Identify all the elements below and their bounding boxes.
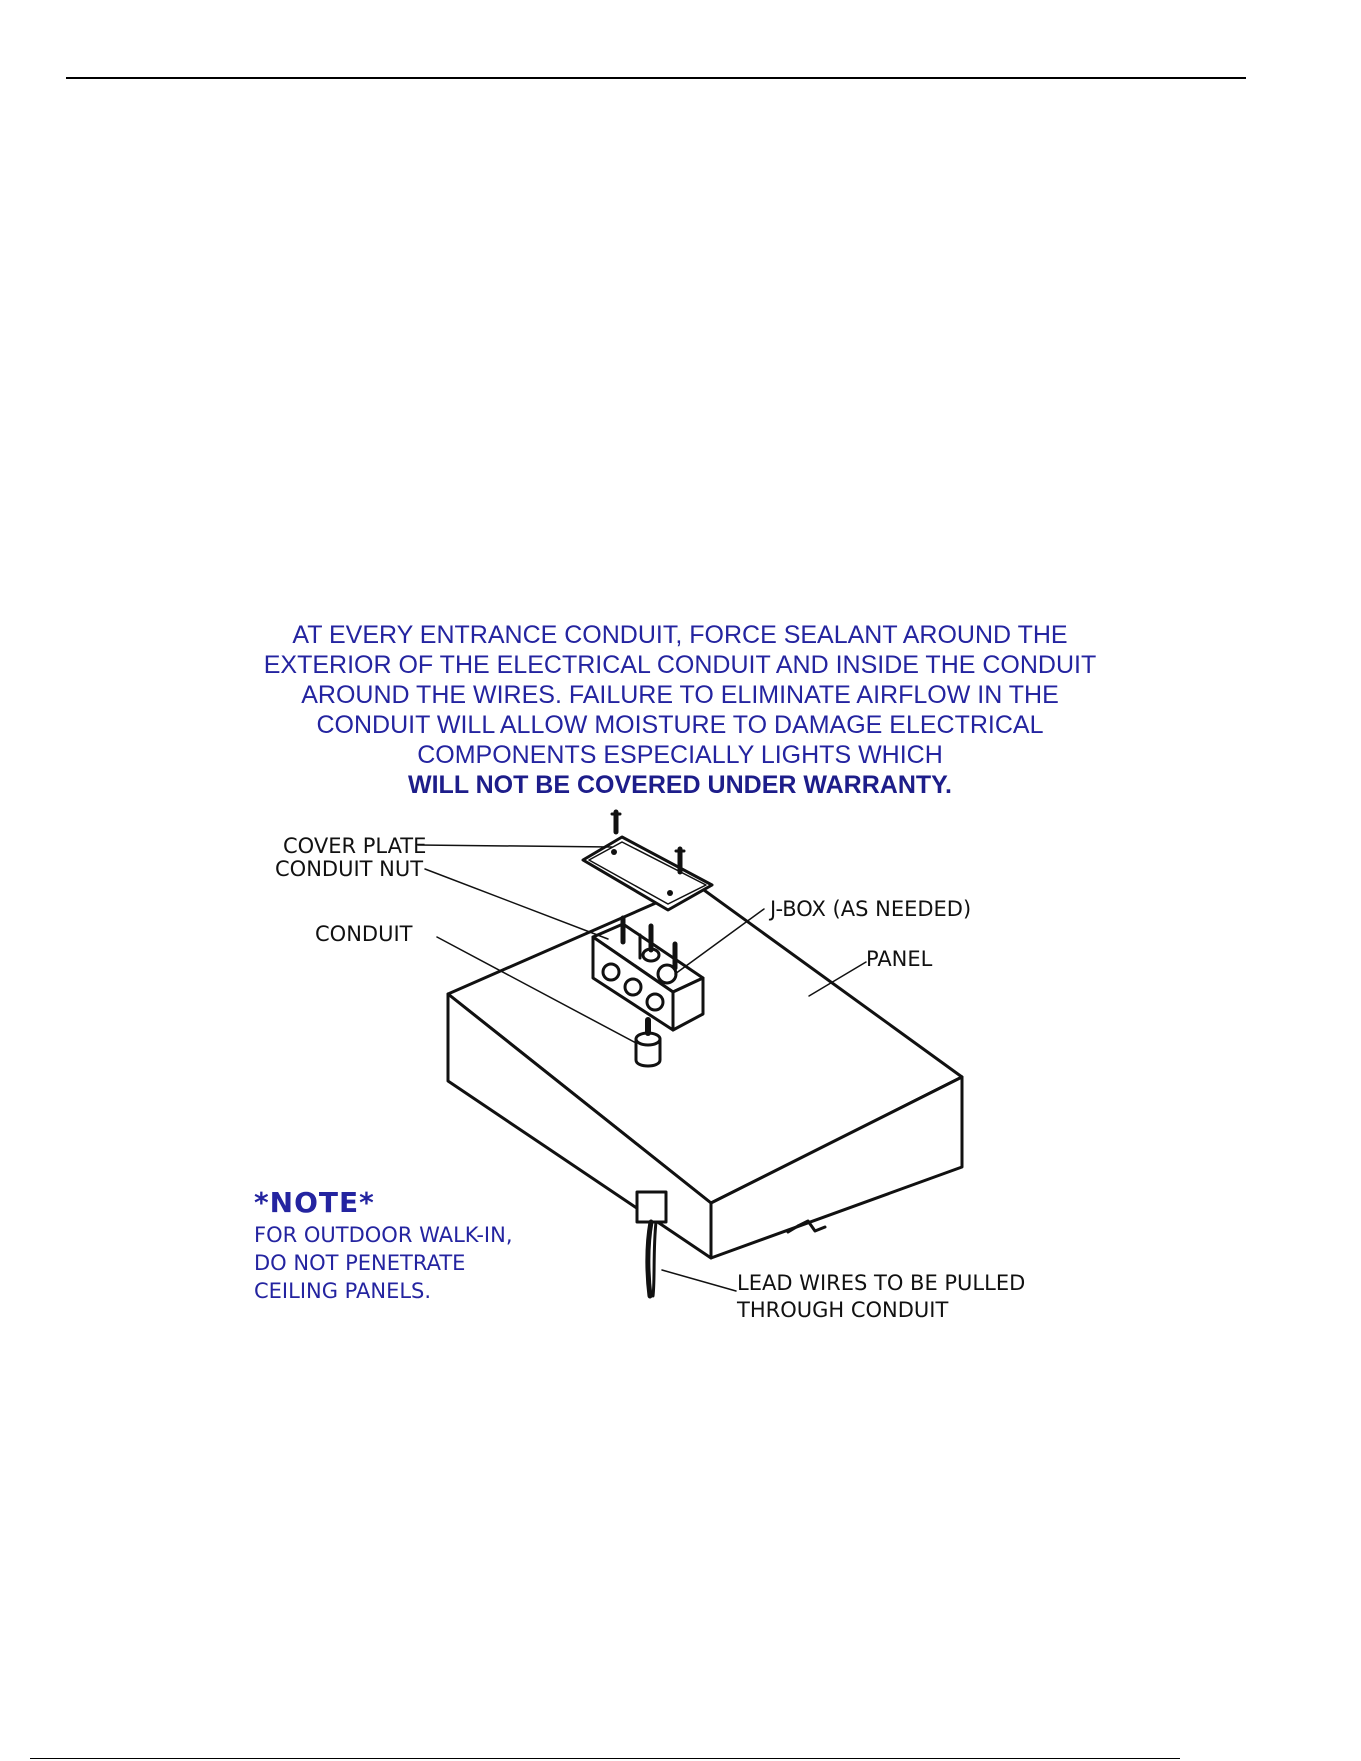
note-line: CEILING PANELS. — [254, 1279, 432, 1303]
note-title: *NOTE* — [254, 1186, 375, 1219]
lead-wires-label: LEAD WIRES TO BE PULLED — [737, 1271, 1026, 1295]
warning-line: CONDUIT WILL ALLOW MOISTURE TO DAMAGE ELECTRICAL — [316, 711, 1044, 739]
cover-plate-label: COVER PLATE — [283, 834, 427, 858]
note-line: FOR OUTDOOR WALK-IN, — [254, 1223, 513, 1247]
cover-plate-shape — [583, 812, 712, 910]
warranty-emphasis: WILL NOT BE COVERED UNDER WARRANTY. — [408, 771, 952, 799]
panel-shape — [448, 885, 962, 1258]
lead-wires-label-line2: THROUGH CONDUIT — [737, 1298, 949, 1322]
panel-label: PANEL — [866, 947, 933, 971]
conduit-label: CONDUIT — [315, 922, 413, 946]
footer-rule — [30, 1758, 1180, 1759]
lead-wire-conduit — [637, 1192, 666, 1296]
conduit-nut-label: CONDUIT NUT — [275, 857, 424, 881]
warning-line: COMPONENTS ESPECIALLY LIGHTS WHICH — [417, 741, 943, 769]
warning-line: EXTERIOR OF THE ELECTRICAL CONDUIT AND INSIDE THE CONDUIT — [263, 651, 1097, 679]
outdoor-note — [254, 1185, 513, 1305]
j-box-label: J-BOX (AS NEEDED) — [770, 897, 972, 921]
note-line: DO NOT PENETRATE — [254, 1251, 466, 1275]
warning-line: AROUND THE WIRES. FAILURE TO ELIMINATE AIRFLOW IN THE — [301, 681, 1059, 709]
warning-line: AT EVERY ENTRANCE CONDUIT, FORCE SEALANT AROUND THE — [292, 621, 1068, 649]
